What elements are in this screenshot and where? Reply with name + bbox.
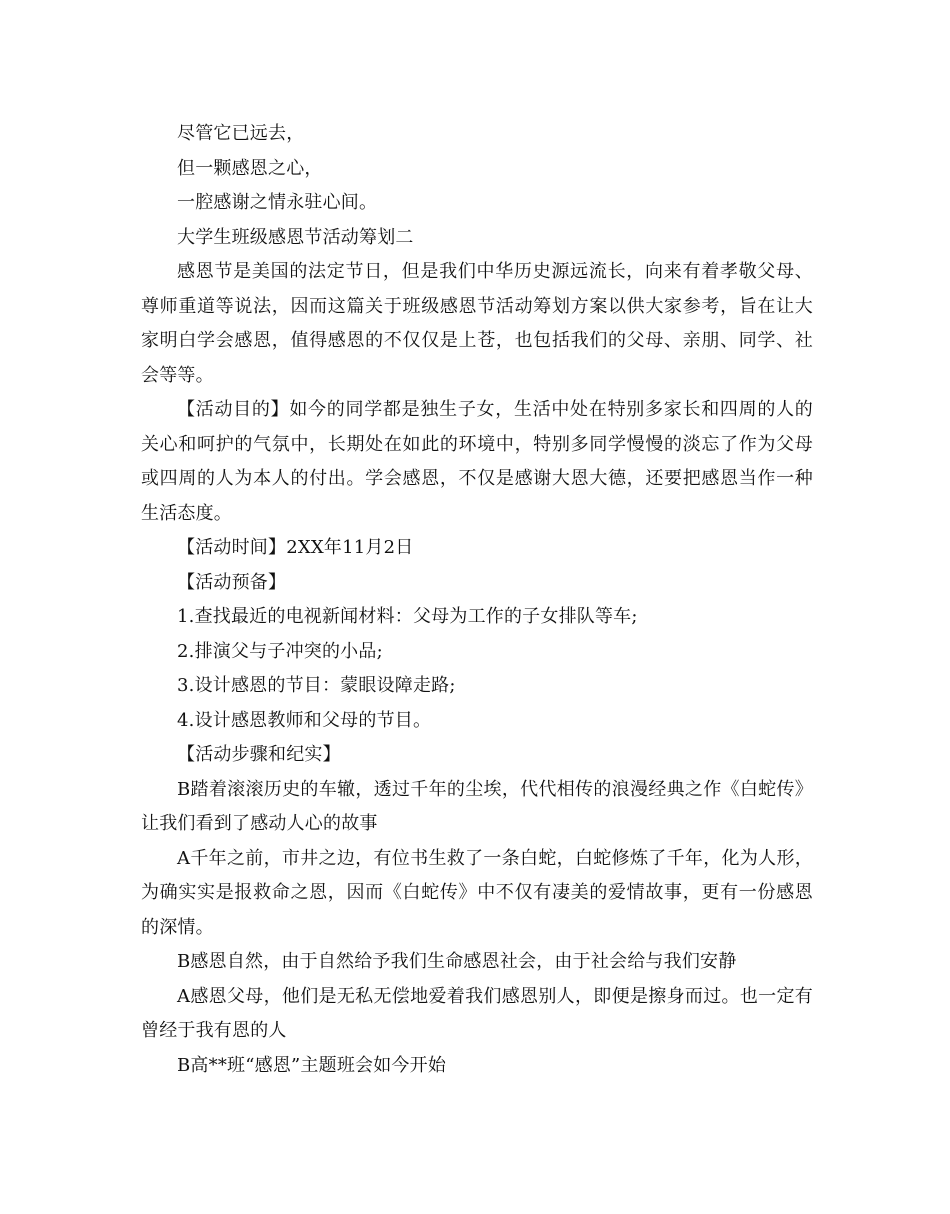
poem-line: 一腔感谢之情永驻心间。 [177, 192, 378, 213]
poem-line: 尽管它已远去， [177, 123, 305, 144]
purpose-paragraph: 【活动目的】如今的同学都是独生子女，生活中处在特别多家长和四周的人的关心和呵护的气氛中，长期处在如此的环境中，特别多同学慢慢的淡忘了作为父母或四周的人为本人的付出。学会感恩，不仅是感谢大恩大德，还要把感恩当作一种生活态度。 [141, 399, 813, 524]
dialogue-paragraph: B高**班“感恩”主题班会如今开始 [177, 1054, 447, 1076]
steps-heading: 【活动步骤和纪实】 [177, 744, 341, 765]
intro-paragraph: 感恩节是美国的法定节日，但是我们中华历史源远流长，向来有着孝敬父母、尊师重道等说法，因而这篇关于班级感恩节活动筹划方案以供大家参考，旨在让大家明白学会感恩，值得感恩的不仅仅是上苍，也包括我们的父母、亲朋、同学、社会等等。 [141, 261, 813, 386]
poem-line: 但一颗感恩之心， [177, 157, 323, 179]
prep-item: 1.查找最近的电视新闻材料：父母为工作的子女排队等车; [177, 606, 638, 627]
dialogue-paragraph: B踏着滚滚历史的车辙，透过千年的尘埃，代代相传的浪漫经典之作《白蛇传》让我们看到了感动人心的故事 [141, 778, 813, 834]
prep-item: 3.设计感恩的节目：蒙眼设障走路; [177, 675, 456, 696]
time-line: 【活动时间】2XX年11月2日 [177, 537, 414, 558]
dialogue-paragraph: A千年之前，市井之边，有位书生救了一条白蛇，白蛇修炼了千年，化为人形，为确实实是报救命之恩，因而《白蛇传》中不仅有凄美的爱情故事，更有一份感恩的深情。 [141, 847, 813, 938]
prep-heading: 【活动预备】 [177, 571, 287, 593]
section-heading: 大学生班级感恩节活动筹划二 [177, 226, 414, 248]
dialogue-paragraph: B感恩自然，由于自然给予我们生命感恩社会，由于社会给与我们安静 [177, 951, 737, 972]
prep-item: 2.排演父与子冲突的小品; [177, 640, 383, 662]
document-body [141, 117, 813, 1083]
dialogue-paragraph: A感恩父母，他们是无私无偿地爱着我们感恩别人，即便是擦身而过。也一定有曾经于我有恩的人 [141, 985, 813, 1041]
prep-item: 4.设计感恩教师和父母的节目。 [177, 709, 432, 731]
